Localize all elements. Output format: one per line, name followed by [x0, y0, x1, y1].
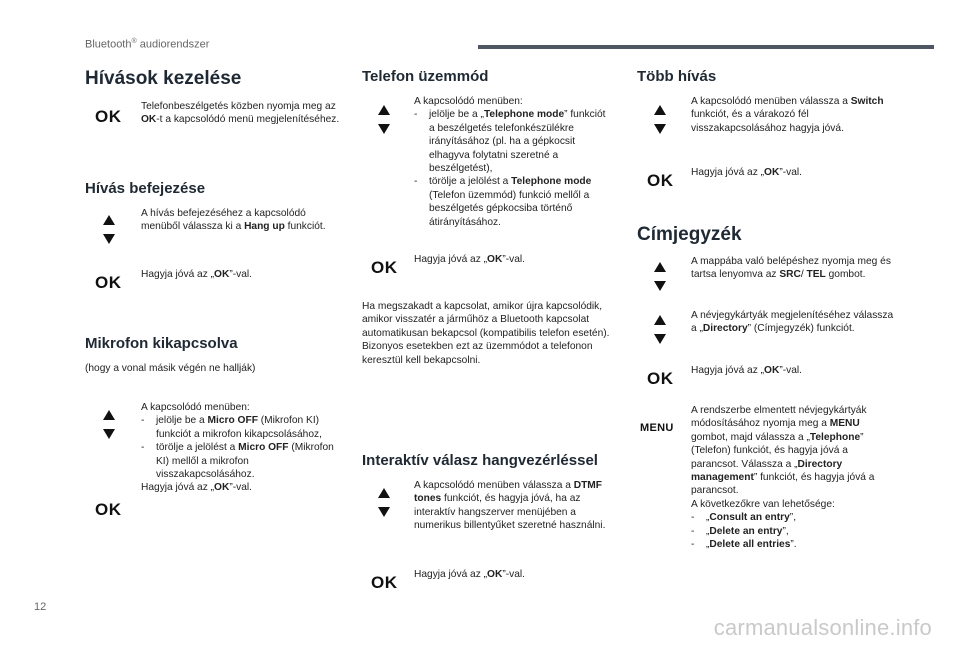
- heading-phone-mode: Telefon üzemmód: [362, 68, 489, 85]
- up-down-arrows-icon: [377, 487, 391, 517]
- menu-button-icon: MENU: [640, 422, 674, 434]
- ok-button-icon: OK: [371, 258, 398, 277]
- watermark: carmanualsonline.info: [713, 615, 932, 640]
- text-directory-access: A mappába való belépéshez nyomja meg és tartsa lenyomva az SRC/ TEL gombot.: [691, 256, 891, 281]
- list-item: - jelölje be a „Telephone mode” funkciót a beszélgetés telefonkészülékre irányításához (pl. ha a gépkocsit elhagyva folytatni szeretné a beszélgetést),: [414, 108, 610, 175]
- up-down-arrows-icon: [653, 261, 667, 291]
- list-item: - törölje a jelölést a Telephone mode (Telefon üzemmód) funkció mellől a beszélgetés gépkocsiba történő átirányításához.: [414, 175, 610, 229]
- ok-button-icon: OK: [95, 500, 122, 519]
- text-confirm-ok: Hagyja jóvá az „OK”-val.: [141, 269, 252, 280]
- header-divider-bar: [478, 45, 934, 49]
- text-reconnect-note: Ha megszakadt a kapcsolat, amikor újra kapcsolódik, amikor visszatér a járműhöz a Bluetooth kapcsolat automatikusan bekapcsol (kompatibilis telefon esetén). Bizonyos esetekben ezt az üzemmódot a telefonon keresztül kell bekapcsolni.: [362, 301, 610, 366]
- up-down-arrows-icon: [653, 314, 667, 344]
- ok-button-icon: OK: [95, 107, 122, 126]
- text-confirm-ok: Hagyja jóvá az „OK”-val.: [414, 569, 525, 580]
- text-dtmf: A kapcsolódó menüben válassza a DTMF tones funkciót, és hagyja jóvá, ha az interaktív hangszerver menüjében a numerikus billentyűket szeretné használni.: [414, 480, 606, 532]
- text-mute-note: (hogy a vonal másik végén ne hallják): [85, 363, 256, 374]
- text-confirm-ok: Hagyja jóvá az „OK”-val.: [691, 167, 802, 178]
- list-item: - „Delete an entry”,: [691, 525, 896, 538]
- heading-multiple-calls: Több hívás: [637, 68, 717, 85]
- up-down-arrows-icon: [377, 104, 391, 134]
- section-header-title: Bluetooth® audiorendszer: [85, 38, 210, 51]
- text-confirm-ok: Hagyja jóvá az „OK”-val.: [414, 254, 525, 265]
- ok-button-icon: OK: [647, 171, 674, 190]
- heading-directory: Címjegyzék: [637, 224, 742, 245]
- ok-button-icon: OK: [95, 273, 122, 292]
- page-number: 12: [34, 601, 47, 613]
- up-down-arrows-icon: [102, 214, 116, 244]
- text-confirm-ok: Hagyja jóvá az „OK”-val.: [691, 365, 802, 376]
- list-item: - jelölje be a Micro OFF (Mikrofon KI) funkciót a mikrofon kikapcsolásához,: [141, 414, 341, 441]
- text-switch-call: A kapcsolódó menüben válassza a Switch funkciót, és a várakozó fél visszakapcsolásához hagyja jóvá.: [691, 96, 884, 134]
- text-end-call: A hívás befejezéséhez a kapcsolódó menüből válassza ki a Hang up funkciót.: [141, 208, 326, 233]
- heading-call-management: Hívások kezelése: [85, 68, 242, 89]
- text-mute-menu: A kapcsolódó menüben: - jelölje be a Micro OFF (Mikrofon KI) funkciót a mikrofon kikapcsolásához, - törölje a jelölést a Micro OFF (Mikrofon KI) mellől a mikrofon visszakapcsolásához. Hagyja jóvá az „OK”-val.: [141, 401, 341, 495]
- text-call-menu: Telefonbeszélgetés közben nyomja meg az OK-t a kapcsolódó menü megjelenítéséhez.: [141, 101, 340, 126]
- ok-button-icon: OK: [371, 573, 398, 592]
- text-directory-manage: A rendszerbe elmentett névjegykártyák módosításához nyomja meg a MENU gombot, majd válassza a „Telephone” (Telefon) funkciót, és hagyja jóvá a parancsot. Válassza a „Directory management” funkciót, és hagyja jóvá a parancsot. A következőkre van lehetősége: - „Consult an entry”, - „Delete an entry”, - „Delete all entries”.: [691, 404, 896, 551]
- up-down-arrows-icon: [102, 409, 116, 439]
- up-down-arrows-icon: [653, 104, 667, 134]
- list-item: - törölje a jelölést a Micro OFF (Mikrofon KI) mellől a mikrofon visszakapcsolásához.: [141, 441, 341, 481]
- list-item: - „Delete all entries”.: [691, 538, 896, 551]
- ok-button-icon: OK: [647, 369, 674, 388]
- text-directory-select: A névjegykártyák megjelenítéséhez válassza a „Directory” (Címjegyzék) funkciót.: [691, 310, 894, 335]
- list-item: - „Consult an entry”,: [691, 511, 896, 524]
- text-phone-mode: A kapcsolódó menüben: - jelölje be a „Telephone mode” funkciót a beszélgetés telefonkészülékre irányításához (pl. ha a gépkocsit elhagyva folytatni szeretné a beszélgetést), - törölje a jelölést a Telephone mode (Telefon üzemmód) funkció mellől a beszélgetés gépkocsiba történő átirányításához.: [414, 95, 610, 229]
- heading-interactive-voice: Interaktív válasz hangvezérléssel: [362, 452, 598, 469]
- heading-end-call: Hívás befejezése: [85, 180, 206, 197]
- heading-mic-off: Mikrofon kikapcsolva: [85, 335, 238, 352]
